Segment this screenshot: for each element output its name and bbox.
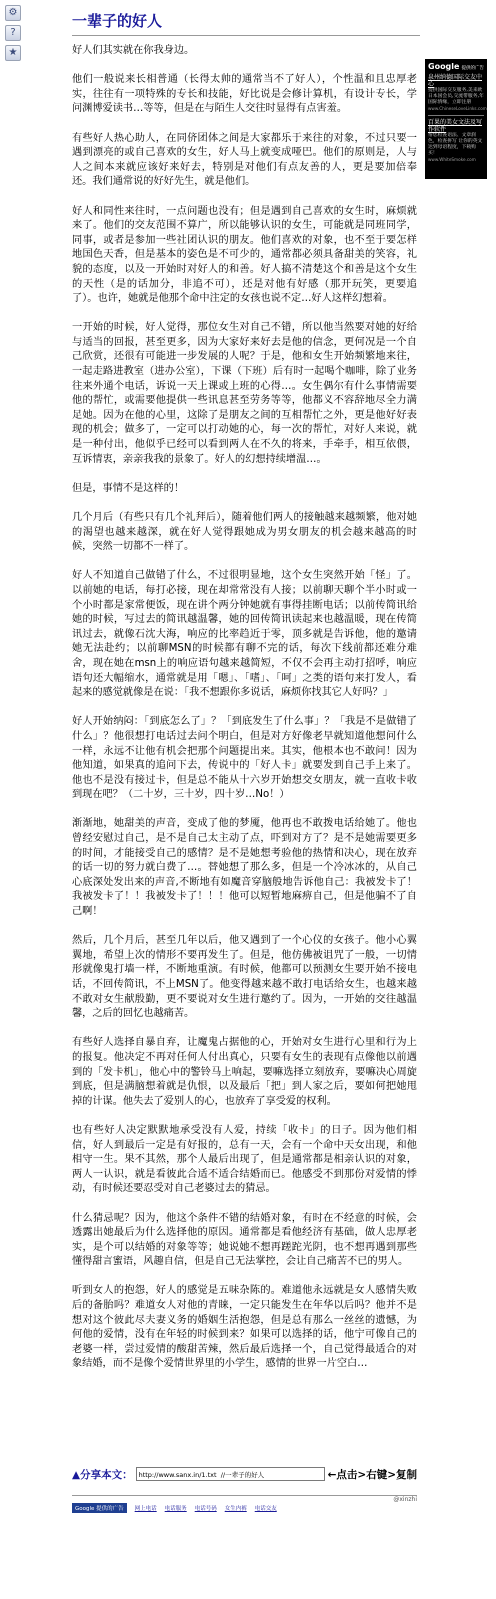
article-paragraph: 几个月后（有些只有几个礼拜后），随着他们两人的接触越来越频繁，他对她的渴望也越来越深，就在好人觉得跟她成为男女朋友的机会越来越高的时候，突然一切都不一样了。 (72, 512, 417, 553)
article-paragraph: 有些好人选择自暴自弃，让魔鬼占据他的心，开始对女生进行心里和行为上的报复。他决定不再对任何人付出真心，只要有女生的表现有点像他以前遇到的「发卡机」，他心中的警铃马上响起，要嘛选择立刻放弃，要嘛决心周旋到底，但是满脑想着就是仇恨，以及最后「把」到人家之后，要如何把她甩掉的计谋。他失去了爱别人的心，也放弃了享受爱的权利。 (72, 1037, 417, 1107)
ad-divider (428, 115, 484, 116)
page-title: 一辈子的好人 (72, 10, 420, 36)
ad-link-bar-brand: Google 提供的广告 (72, 1503, 127, 1513)
ad-provided-label: 提供的广告 (461, 66, 484, 71)
article-paragraph: 他们一般说来长相普通（长得太帅的通常当不了好人），个性温和且忠厚老实，往往有一项特殊的专长和技能，好比说是会修计算机，有设计专长，学问渊博爱读书…等等，但是在与陌生人交往时显得有点害羞。 (72, 74, 417, 115)
share-label: ▲分享本文： (72, 1468, 133, 1481)
ad-url[interactable]: www.WhiteSmoke.com (428, 156, 476, 162)
settings-icon[interactable]: ⚙ (5, 5, 21, 21)
signature-line (72, 1486, 417, 1503)
ad-link-web-phone[interactable]: 网上电话 (134, 1506, 157, 1512)
help-icon[interactable]: ? (5, 25, 21, 41)
article-paragraph: 好人不知道自己做错了什么，不过很明显地，这个女生突然开始「怪」了。以前她的电话，每打必接，现在却常常没有人接；以前聊天聊个半小时或一个小时都是家常便饭，现在讲个两分钟她就有事得挂断电话；以前传简讯给她的时候，写过去的简讯越温馨，她的回传简讯读起来也越温暖，现在传简讯过去，就像石沈大海，响应的比率趋近于零，顶多就是告诉他，他的邀请她无法赴约；以前聊MSN的时候都有聊不完的话，每次下线前都还难分难舍，现在她在msn上的响应语句越来越简短，不仅不会再主动打招呼，响应语句还大幅缩水，通常就是用「嗯」、「嗜」、「呵」之类的语句来打发人，看起来的感觉就像是在说：「我不想跟你多说话，麻烦你找其它人好吗？」 (72, 570, 417, 699)
ad-link-phone-number[interactable]: 电话号码 (194, 1506, 217, 1512)
ad-link-underwear[interactable]: 女生内裤 (224, 1506, 247, 1512)
article-paragraph: 一开始的时候，好人觉得，那位女生对自己不错，所以他当然要对她的好给与适当的回报，甚至更多，因为大家好来好去是他的信念，更何况是一个自己欣赏，还很有可能进一步发展的人呢？于是，他和女生开始频繁地来往，一起走路进教室（进办公室），下课（下班）后有时一起喝个咖啡，除了业务往来外通个电话，诉说一天上课或上班的心得…。女生偶尔有什么事情需要他的帮忙，或需要他提供一些讯息甚至劳务等等，他都义不容辞地尽全力满足她。因为在他的心里，这除了是朋友之间的互相帮忙之外，更是他好好表现的机会；做多了，一定可以打动她的心，每一次的帮忙，对好人来说，就是一种付出，他似乎已经可以看到两人在不久的将来，手牵手，相互依偎，互诉情衷，亲亲我我的景象了。好人的幻想持续增温…。 (72, 322, 417, 465)
ad-description: 提供国际交友服务,美来欧日本国会员,交流带服务,年国际情缘，立即注册 (428, 88, 484, 105)
article-paragraph: 好人开始纳闷：「到底怎么了」？「到底发生了什么事」？「我是不是做错了什么」？他很想打电话过去问个明白，但是对方好像老早就知道他想问什么一样，永远不让他有机会把那个问题提出来。其实，他根本也不敢问！因为他知道，如果真的追问下去，传说中的「好人卡」就要发到自己手上来了。他也不是没有接过卡，但是总不能从十六岁开始想交女朋友，就一直收卡收到现在吧？（二十岁，三十岁，四十岁…No！） (72, 716, 417, 801)
article-body (72, 44, 417, 1387)
article-paragraph: 但是，事情不是这样的！ (72, 482, 185, 494)
ad-header (428, 62, 484, 71)
share-bar (72, 1465, 417, 1483)
icon-toolbar (5, 5, 21, 65)
ad-link-bar (72, 1502, 417, 1514)
ad-description: 帮您检查语法、文章润色，检查拼写 让你的英文达到母语程度，下载购买！ (428, 132, 483, 156)
ad-link-title[interactable]: 百果的美女文法及写作软件 (428, 118, 483, 133)
google-ad-panel (425, 59, 487, 179)
ad-url[interactable]: www.ChineseLoveLinks.com (428, 106, 487, 111)
ad-link-phone-service[interactable]: 电话服务 (164, 1506, 187, 1512)
star-icon[interactable]: ★ (5, 45, 21, 61)
ad-link-title[interactable]: 泉州纳德国际交友中心 (428, 74, 483, 88)
article-paragraph: 有些好人热心助人，在同侪团体之间是大家都乐于来往的对象，不过只要一遇到漂亮的或自己喜欢的女生，好人马上就变成哑巴。他们的原则是，人与人之间本来就应该好来好去，特别是对他们有点友善的人，更是要加倍奉还。我们通常说的好好先生，就是他们。 (72, 132, 417, 188)
share-url-input[interactable] (136, 1467, 325, 1481)
article-paragraph: 听到女人的抱怨，好人的感觉是五味杂陈的。难道他永远就是女人感情失败后的备胎吗？难道女人对他的青睐，一定只能发生在年华以后吗？他并不是想对这个彼此尽夫妻义务的婚姻生活抱怨，但是总有那么一丝丝的遗憾，为何他的爱情，没有在年轻的时候到来？如果可以选择的话，他宁可像自己的老婆一样，尝过爱情的酸甜苦辣，然后最后选择一个，自己觉得最适合的对象结婚，而不是像个爱情世界里的小学生，感情的世界一片空白… (72, 1285, 417, 1370)
copy-hint: ←点击>右键>复制 (327, 1468, 417, 1481)
ad-link-phone-dating[interactable]: 电话交友 (254, 1506, 277, 1512)
article-paragraph: 好人们其实就在你我身边。 (72, 45, 195, 56)
article-paragraph: 渐渐地，她甜美的声音，变成了他的梦魇，他再也不敢拨电话给她了。他也曾经安慰过自己，是不是自己太主动了点，吓到对方了？是不是她需要更多的时间，才能接受自己的感情？是不是她想考验他的热情和决心，现在放弃的话一切的努力就白费了…。替她想了那么多，但是一个冷冰冰的，从自己心底深处发出来的声音,不断地有如魔音穿脑般地告诉他自己：我被发卡了！我被发卡了！！我被发卡了！！！他可以短暂地麻痹自己，但是他骗不了自己啊！ (72, 818, 417, 918)
article-paragraph: 什么猜忌呢？因为，他这个条件不错的结婚对象，有时在不经意的时候，会透露出她最后为什么选择他的原因。通常都是看他经济有基础，做人忠厚老实，是个可以结婚的对象等等；她说她不想再蹉跎光阴，也不想再遇到那些懂得甜言蜜语，风趣自信，但是自己无法掌控，会让自己痛苦不已的男人。 (72, 1212, 417, 1268)
google-logo: Google (428, 62, 460, 71)
article-paragraph: 然后，几个月后，甚至几年以后，他又遇到了一个心仪的女孩子。他小心翼翼地，希望上次的情形不要再发生了。但是，他仿佛被诅咒了一般，一切情形就像鬼打墙一样，不断地重演。有时候，他都可以预测女生要开始不接电话，不回传简讯，不上MSN了。他变得越来越不敢打电话给女生，也越来越不敢对女生献殷勤，更不要说对女生进行邀约了。因为，一开始的交往越温馨，之后的回忆也越痛苦。 (72, 935, 417, 1020)
article-paragraph: 好人和同性来往时，一点问题也没有；但是遇到自己喜欢的女生时，麻烦就来了。他们的交友范围不算广，所以能够认识的女生，可能就是同班同学，同事，或者是参加一些社团认识的朋友。他们喜欢的对象，也不至于要怎样地国色天香，但是基本的姿色是不可少的，通常都必须具备甜美的笑容，礼貌的态度，以及一开始时对好人的和善。好人搞不清楚这个和善是这个女生的天性（是的话加分，非追不可），还是对他有好感（那开玩笑，更要追了）。也许，她就是他那个命中注定的女孩也说不定…好人这样幻想着。 (72, 205, 417, 305)
signature[interactable]: @xinzhi (393, 1496, 417, 1503)
article-paragraph: 也有些好人决定默默地承受没有人爱，持续「收卡」的日子。因为他们相信，好人到最后一定是有好报的，总有一天，会有一个命中天女出现，和他相守一生。果不其然，那个人最后出现了，但是通常都是相亲认识的对象，两人一认识，就是看彼此合适不适合结婚而已。他感受不到那份对爱情的悸动，有时候还要忍受对自己老婆过去的猜忌。 (72, 1124, 417, 1195)
